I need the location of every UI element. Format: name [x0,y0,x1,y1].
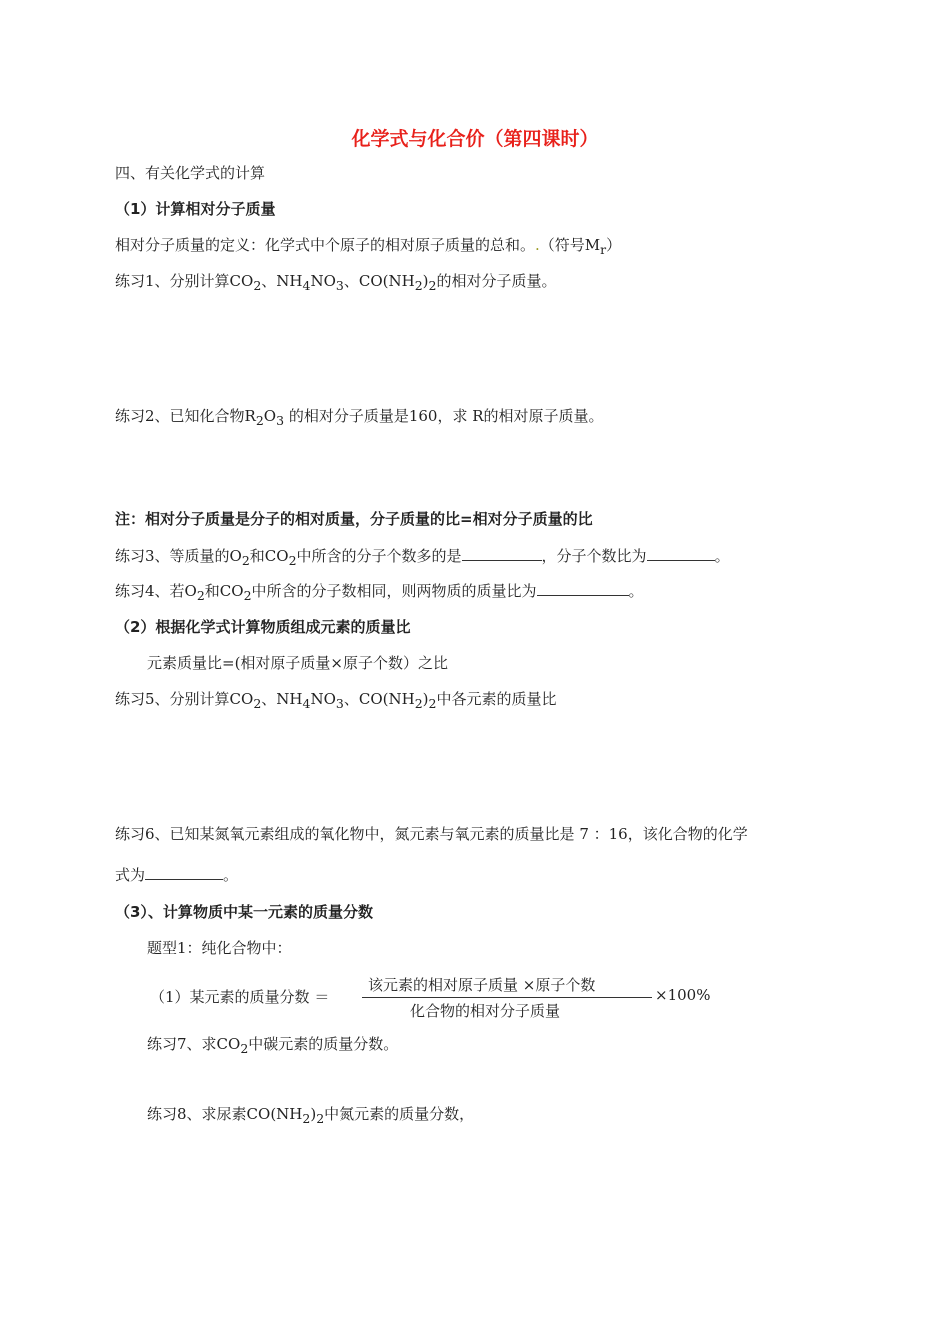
subsection-heading-2: （2）根据化学式计算物质组成元素的质量比 [115,618,411,636]
section-heading: 四、有关化学式的计算 [115,164,266,182]
subsection-heading-3: （3）、计算物质中某一元素的质量分数 [115,903,373,921]
answer-blank[interactable] [462,546,542,561]
formula-numerator: 该元素的相对原子质量 ×原子个数 [368,976,596,994]
exercise-5: 练习5、分别计算$CO_2$、$NH_4NO_3$、$CO(NH_2)_2$中各元素的质量比 [115,690,557,711]
exercise-6-line-1: 练习6、已知某氮氧元素组成的氧化物中，氮元素与氧元素的质量比是 7 ：16，该化合物的化学 [115,825,748,843]
answer-blank[interactable] [145,865,223,880]
exercise-4: 练习4、若$O_2$和$CO_2$中所含的分子数相同，则两物质的质量比为 。 [115,582,644,603]
exercise-3: 练习3、等质量的$O_2$和$CO_2$中所含的分子个数多的是 ，分子个数比为 。 [115,547,730,568]
fraction-bar [362,997,652,998]
answer-blank[interactable] [647,546,715,561]
type-1-label: 题型1：纯化合物中： [147,939,292,957]
note-text: 注：相对分子质量是分子的相对质量，分子质量的比=相对分子质量的比 [115,510,593,528]
formula-left: （1）某元素的质量分数 ＝ [150,988,330,1006]
formula-right: ×100% [655,986,711,1004]
exercise-7: 练习7、求$CO_2$中碳元素的质量分数。 [147,1035,399,1056]
exercise-2: 练习2、已知化合物$R_2O_3$ 的相对分子质量是160，求 R的相对原子质量。 [115,407,604,428]
definition-text: 相对分子质量的定义：化学式中个原子的相对原子质量的总和。.（符号$M_r$） [115,236,622,257]
subsection-heading-1: （1）计算相对分子质量 [115,200,276,218]
ratio-rule: 元素质量比=(相对原子质量×原子个数）之比 [147,654,448,672]
page-title: 化学式与化合价（第四课时） [351,128,599,150]
answer-blank[interactable] [537,581,629,596]
exercise-8: 练习8、求尿素$CO(NH_2)_2$中氮元素的质量分数， [147,1105,475,1126]
exercise-6-line-2: 式为 。 [115,866,239,884]
exercise-1: 练习1、分别计算$CO_2$、$NH_4NO_3$、$CO(NH_2)_2$的相对分子质量。 [115,272,557,293]
formula-denominator: 化合物的相对分子质量 [410,1002,561,1020]
